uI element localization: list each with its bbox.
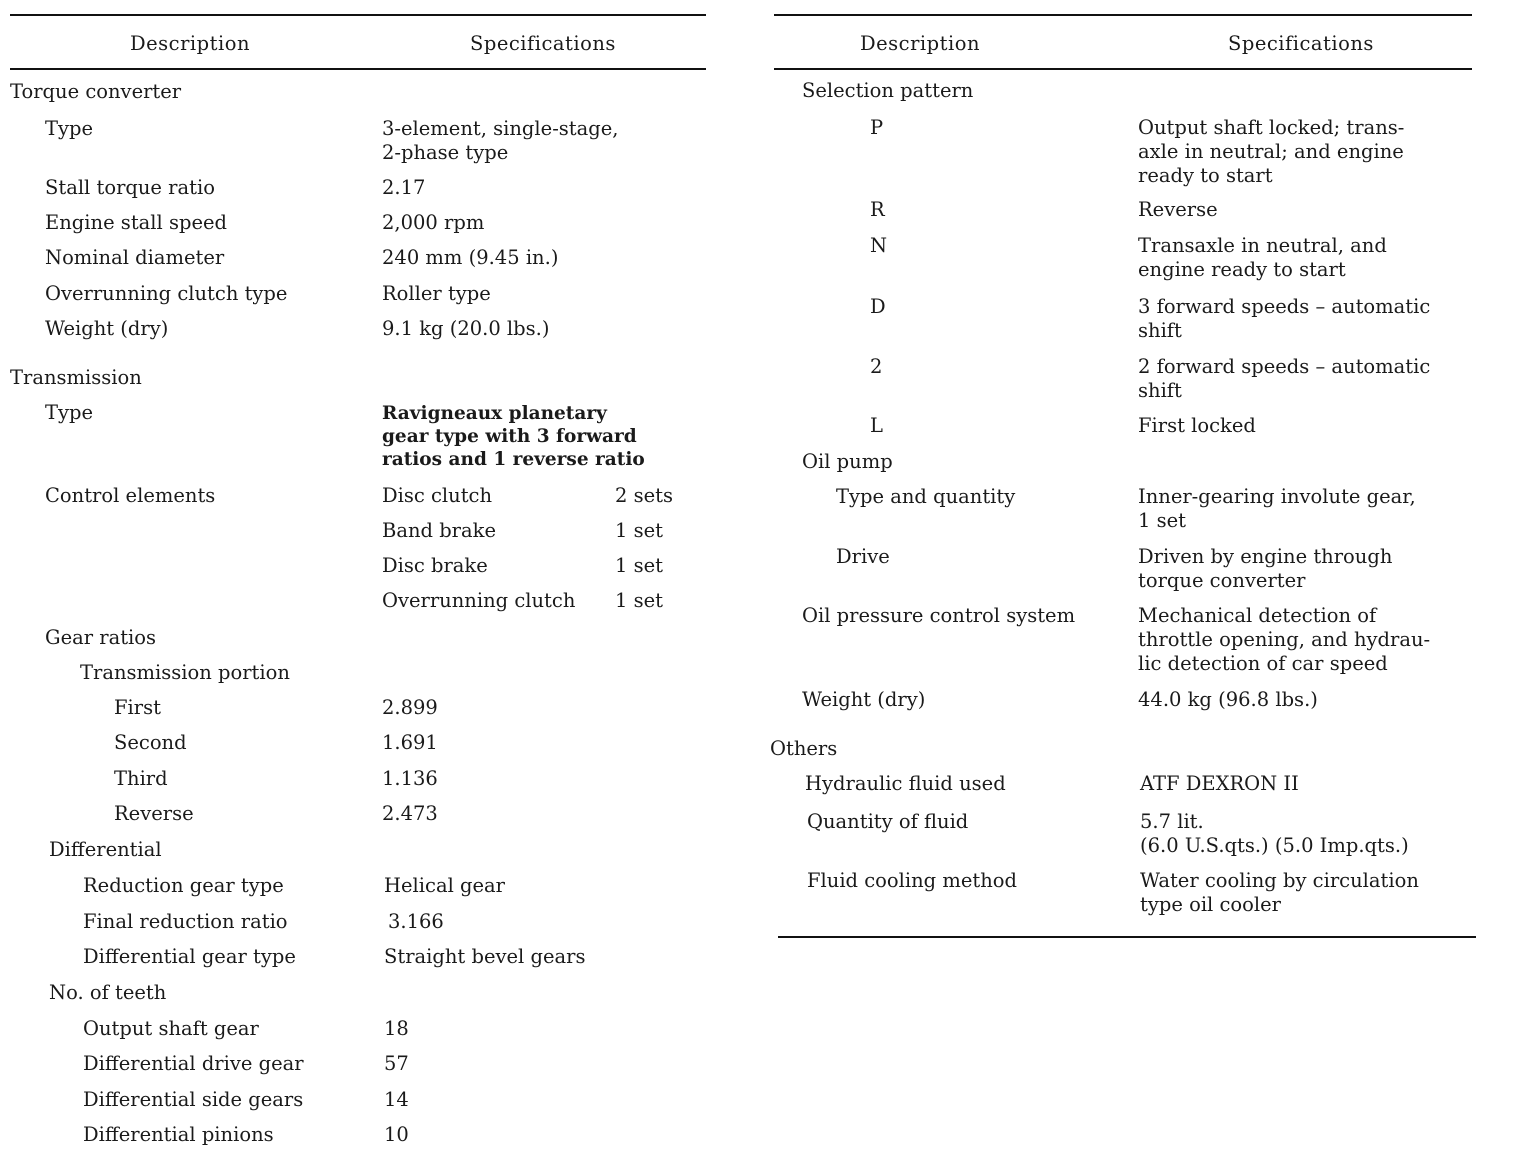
row-label-n: N — [870, 234, 888, 257]
row-extra-overrunning-clutch: 1 set — [615, 589, 663, 612]
row-value-second: 1.691 — [382, 731, 438, 754]
row-label-second: Second — [114, 731, 187, 754]
row-value-trans-type: Ravigneaux planetary gear type with 3 forward ratios and 1 reverse ratio — [382, 403, 645, 470]
row-label-overrunning-clutch-type: Overrunning clutch type — [45, 282, 288, 305]
row-value-d: 3 forward speeds – automatic shift — [1138, 295, 1431, 342]
row-value-final-reduction-ratio: 3.166 — [388, 910, 444, 933]
row-value-overrunning-clutch: Overrunning clutch — [382, 589, 576, 612]
row-value-reverse: 2.473 — [382, 802, 438, 825]
row-value-tc-weight: 9.1 kg (20.0 lbs.) — [382, 317, 550, 340]
row-value-weight-dry-right: 44.0 kg (96.8 lbs.) — [1138, 688, 1318, 711]
row-label-oil-pressure-control-system: Oil pressure control system — [802, 604, 1076, 627]
row-value-tc-type: 3-element, single-stage, 2-phase type — [382, 117, 619, 164]
row-value-l: First locked — [1138, 414, 1256, 437]
row-value-quantity-of-fluid: 5.7 lit. (6.0 U.S.qts.) (5.0 Imp.qts.) — [1140, 810, 1409, 857]
row-label-output-shaft-gear: Output shaft gear — [83, 1017, 259, 1040]
row-label-r: R — [870, 198, 885, 221]
row-label-differential: Differential — [49, 838, 162, 861]
row-label-weight-dry-right: Weight (dry) — [802, 688, 926, 711]
left-header-description: Description — [130, 32, 251, 55]
row-extra-disc-brake: 1 set — [615, 554, 663, 577]
row-label-transmission: Transmission — [10, 366, 142, 389]
row-label-final-reduction-ratio: Final reduction ratio — [83, 910, 288, 933]
row-value-stall-torque-ratio: 2.17 — [382, 176, 426, 199]
row-label-d: D — [870, 295, 886, 318]
row-value-2: 2 forward speeds – automatic shift — [1138, 355, 1431, 402]
row-value-output-shaft-gear: 18 — [384, 1017, 409, 1040]
row-label-first: First — [114, 696, 161, 719]
row-value-type-and-quantity: Inner-gearing involute gear, 1 set — [1138, 485, 1416, 532]
row-value-r: Reverse — [1138, 198, 1218, 221]
row-label-control-elements: Control elements — [45, 484, 216, 507]
row-label-l: L — [870, 414, 883, 437]
row-label-differential-side-gears: Differential side gears — [83, 1088, 304, 1111]
left-header-rule — [10, 68, 706, 70]
row-extra-band-brake: 1 set — [615, 519, 663, 542]
row-value-reduction-gear-type: Helical gear — [384, 874, 505, 897]
row-label-tc-type: Type — [45, 117, 94, 140]
left-top-rule — [10, 14, 706, 16]
row-value-disc-brake: Disc brake — [382, 554, 488, 577]
row-label-tc-weight: Weight (dry) — [45, 317, 169, 340]
row-value-third: 1.136 — [382, 767, 438, 790]
left-header-specifications: Specifications — [470, 32, 616, 55]
row-label-oil-pump: Oil pump — [802, 450, 893, 473]
row-label-stall-torque-ratio: Stall torque ratio — [45, 176, 215, 199]
row-value-engine-stall-speed: 2,000 rpm — [382, 211, 485, 234]
row-label-2: 2 — [870, 355, 883, 378]
row-label-others: Others — [770, 737, 838, 760]
right-header-specifications: Specifications — [1228, 32, 1374, 55]
row-value-oil-pressure-control-system: Mechanical detection of throttle opening, and hydrau- lic detection of car speed — [1138, 604, 1431, 675]
row-value-differential-pinions: 10 — [384, 1123, 409, 1146]
row-label-p: P — [870, 116, 884, 139]
row-label-trans-type: Type — [45, 401, 94, 424]
row-value-drive: Driven by engine through torque converter — [1138, 545, 1393, 592]
row-value-disc-clutch: Disc clutch — [382, 484, 493, 507]
row-value-p: Output shaft locked; trans- axle in neutral; and engine ready to start — [1138, 116, 1405, 187]
row-label-drive: Drive — [836, 545, 890, 568]
row-label-fluid-cooling-method: Fluid cooling method — [807, 869, 1018, 892]
right-header-description: Description — [860, 32, 981, 55]
row-label-torque-converter: Torque converter — [10, 80, 182, 103]
row-value-differential-gear-type: Straight bevel gears — [384, 945, 586, 968]
row-value-band-brake: Band brake — [382, 519, 496, 542]
row-value-differential-drive-gear: 57 — [384, 1052, 409, 1075]
row-label-reverse: Reverse — [114, 802, 194, 825]
row-value-first: 2.899 — [382, 696, 438, 719]
row-label-gear-ratios: Gear ratios — [45, 626, 157, 649]
row-value-overrunning-clutch-type: Roller type — [382, 282, 491, 305]
row-label-selection-pattern: Selection pattern — [802, 79, 974, 102]
row-label-reduction-gear-type: Reduction gear type — [83, 874, 284, 897]
row-label-differential-pinions: Differential pinions — [83, 1123, 274, 1146]
row-label-quantity-of-fluid: Quantity of fluid — [807, 810, 969, 833]
row-label-transmission-portion: Transmission portion — [80, 661, 290, 684]
row-value-differential-side-gears: 14 — [384, 1088, 409, 1111]
row-label-hydraulic-fluid-used: Hydraulic fluid used — [805, 772, 1006, 795]
row-value-fluid-cooling-method: Water cooling by circulation type oil cooler — [1140, 869, 1419, 916]
right-header-rule — [774, 68, 1472, 70]
right-bottom-rule — [778, 936, 1476, 938]
row-label-nominal-diameter: Nominal diameter — [45, 246, 225, 269]
row-label-third: Third — [114, 767, 168, 790]
row-value-n: Transaxle in neutral, and engine ready to start — [1138, 234, 1387, 281]
right-top-rule — [774, 14, 1472, 16]
row-value-nominal-diameter: 240 mm (9.45 in.) — [382, 246, 559, 269]
row-label-type-and-quantity: Type and quantity — [836, 485, 1016, 508]
row-label-differential-gear-type: Differential gear type — [83, 945, 296, 968]
row-label-no-of-teeth: No. of teeth — [49, 981, 167, 1004]
row-value-hydraulic-fluid-used: ATF DEXRON II — [1140, 772, 1299, 795]
row-label-differential-drive-gear: Differential drive gear — [83, 1052, 304, 1075]
row-label-engine-stall-speed: Engine stall speed — [45, 211, 228, 234]
row-extra-disc-clutch: 2 sets — [615, 484, 673, 507]
